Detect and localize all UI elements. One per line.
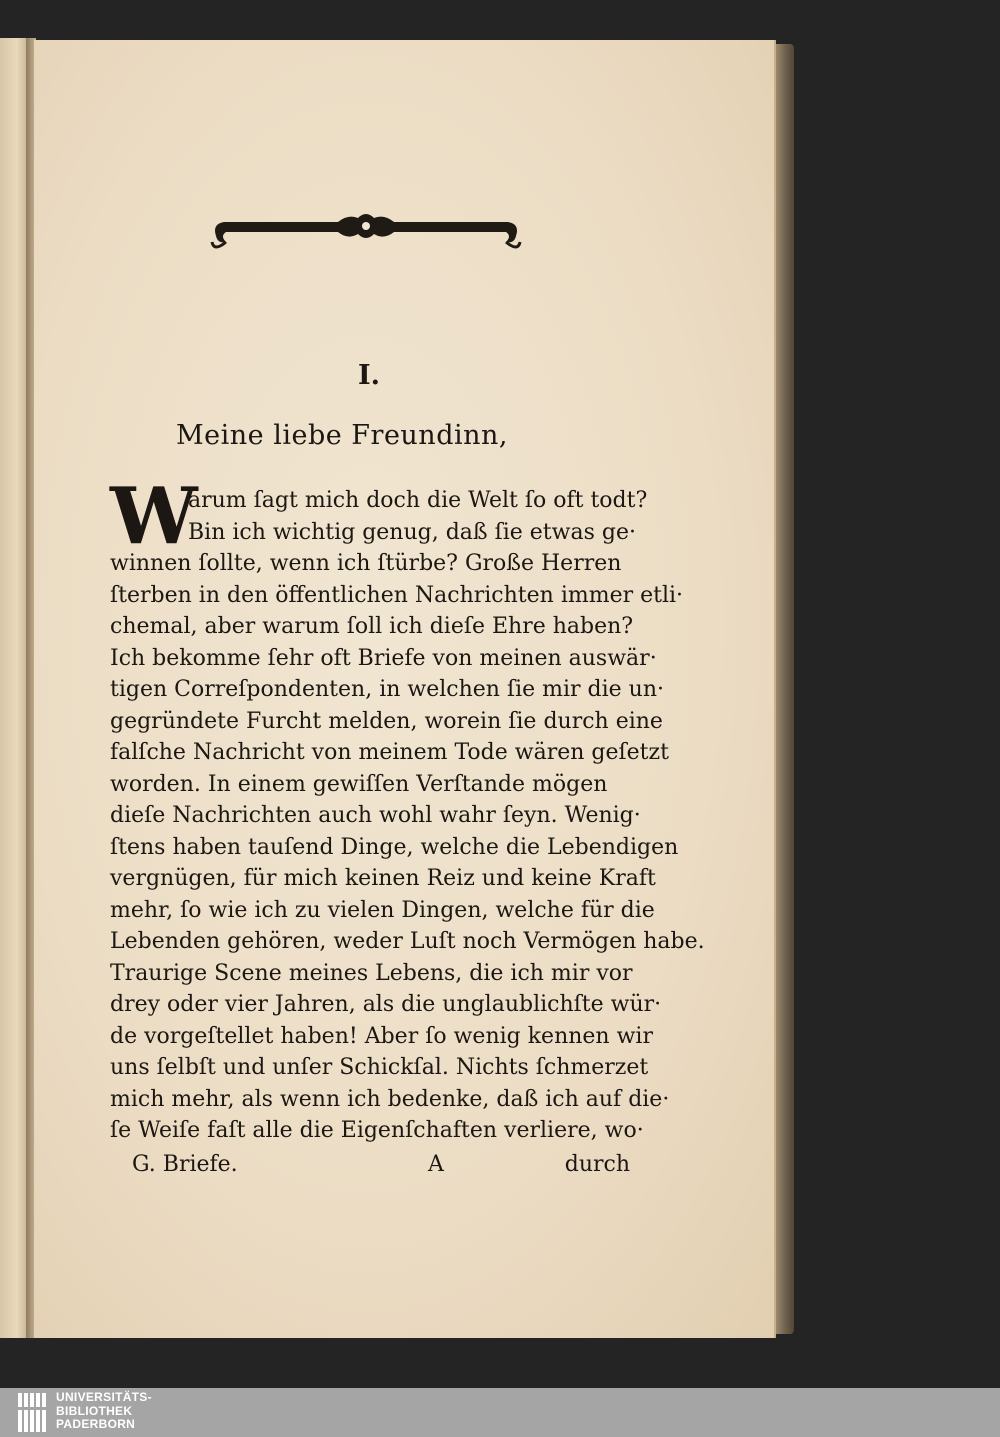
text-line: Bin ich wichtig genug, daß ſie etwas ge· bbox=[188, 519, 636, 545]
book-cover-edge bbox=[776, 44, 794, 1334]
text-line: mehr, ſo wie ich zu vielen Dingen, welche für die bbox=[110, 897, 655, 923]
salutation-heading: Meine liebe Freundinn, bbox=[176, 420, 508, 451]
text-line: Ich bekomme ſehr oft Briefe von meinen auswär· bbox=[110, 645, 657, 671]
text-line: Traurige Scene meines Lebens, die ich mir vor bbox=[110, 960, 633, 986]
text-line: mich mehr, als wenn ich bedenke, daß ich auf die· bbox=[110, 1086, 670, 1112]
page-footer bbox=[110, 1148, 630, 1182]
facing-page-edge bbox=[0, 38, 28, 1338]
catchword: durch bbox=[564, 1152, 630, 1177]
text-line: ſtens haben tauſend Dinge, welche die Lebendigen bbox=[110, 834, 679, 860]
headpiece-ornament-icon bbox=[208, 208, 524, 256]
text-line: worden. In einem gewiſſen Verſtande mögen bbox=[110, 771, 608, 797]
chapter-numeral: I. bbox=[358, 360, 381, 391]
text-line: ſe Weiſe faſt alle die Eigenſchaften verliere, wo· bbox=[110, 1118, 644, 1143]
library-name-line: BIBLIOTHEK bbox=[56, 1403, 133, 1418]
text-line: dieſe Nachrichten auch wohl wahr ſeyn. Wenig· bbox=[110, 803, 641, 828]
text-line: vergnügen, für mich keinen Reiz und keine Kraft bbox=[110, 866, 656, 891]
text-line: arum ſagt mich doch die Welt ſo oft todt? bbox=[188, 488, 648, 513]
text-line: tigen Correſpondenten, in welchen ſie mir die un· bbox=[110, 677, 665, 702]
library-banner bbox=[0, 1388, 1000, 1437]
text-line: drey oder vier Jahren, als die unglaublichſte wür· bbox=[110, 992, 662, 1017]
library-name bbox=[56, 1391, 152, 1432]
text-line: chemal, aber warum ſoll ich dieſe Ehre haben? bbox=[110, 614, 634, 639]
body-text bbox=[110, 485, 705, 1147]
text-line: uns ſelbſt und unſer Schickſal. Nichts ſchmerzet bbox=[110, 1055, 649, 1080]
text-line: gegründete Furcht melden, worein ſie durch eine bbox=[110, 708, 663, 734]
library-name-line: UNIVERSITÄTS- bbox=[56, 1390, 152, 1404]
text-line: de vorgeſtellet haben! Aber ſo wenig kennen wir bbox=[110, 1023, 653, 1049]
text-line: winnen ſollte, wenn ich ſtürbe? Große Herren bbox=[110, 551, 622, 576]
signature-letter: A bbox=[428, 1152, 444, 1177]
signature-mark: G. Briefe. bbox=[132, 1152, 238, 1177]
library-name-line: PADERBORN bbox=[56, 1417, 136, 1431]
text-line: falſche Nachricht von meinem Tode wären geſetzt bbox=[110, 740, 669, 765]
text-line: ſterben in den öffentlichen Nachrichten immer etli· bbox=[110, 582, 684, 608]
library-logo-icon bbox=[18, 1393, 48, 1432]
drop-cap-initial: W bbox=[110, 471, 198, 562]
text-line: Lebenden gehören, weder Luſt noch Vermögen habe. bbox=[110, 929, 705, 954]
